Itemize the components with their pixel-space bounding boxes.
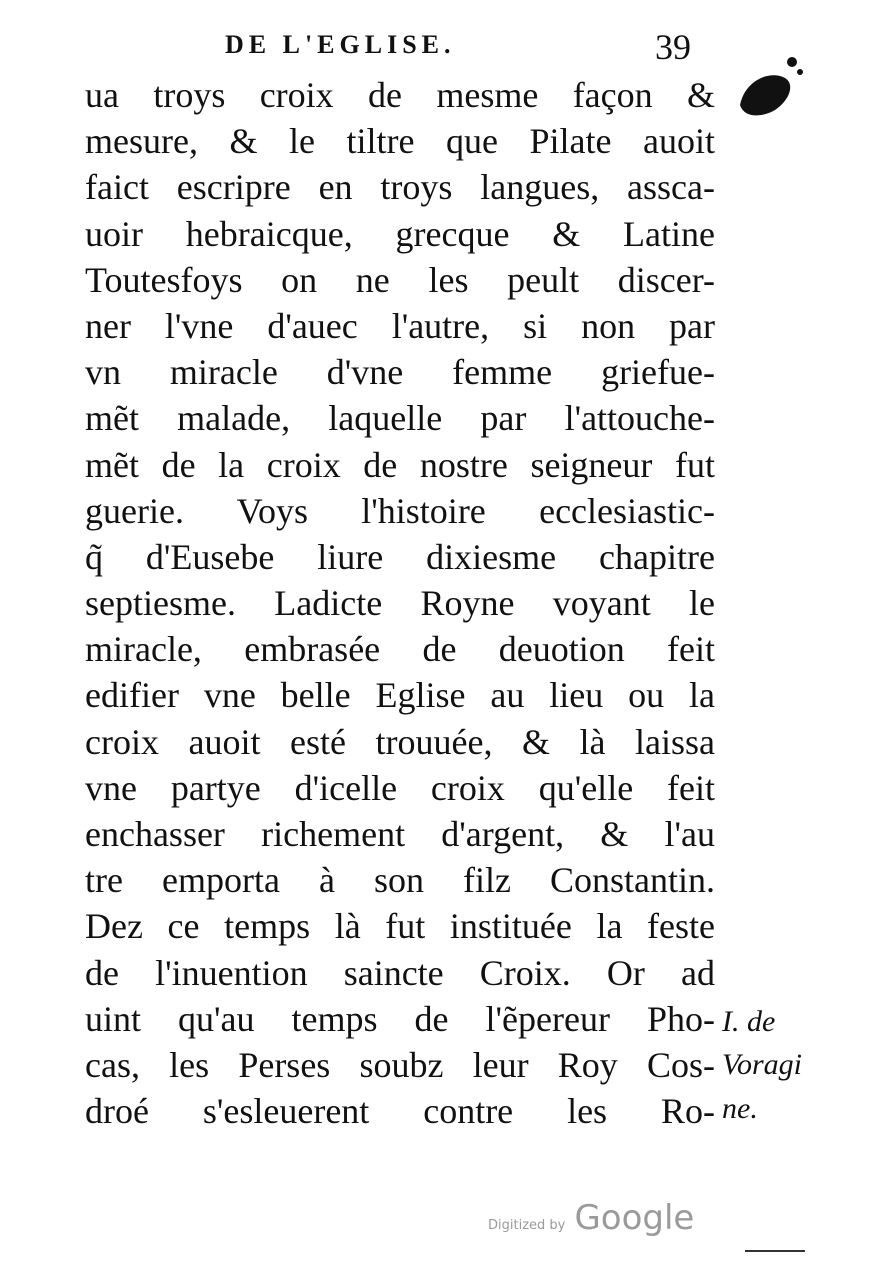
text-line: Dez ce temps là fut instituée la feste [85, 906, 715, 947]
text-line: vn miracle d'vne femme griefue- [85, 352, 715, 393]
margin-note-line-2: Voragi [722, 1048, 803, 1081]
margin-note-line-3: ne. [722, 1092, 758, 1125]
text-line: q̃ d'Eusebe liure dixiesme chapitre [85, 536, 715, 577]
text-line: uoir hebraicque, grecque & Latine [85, 213, 715, 254]
text-line: guerie. Voys l'histoire ecclesiastic- [85, 490, 715, 531]
text-line: faict escripre en troys langues, assca- [85, 167, 715, 208]
text-line: mẽt malade, laquelle par l'attouche- [85, 398, 715, 439]
margin-note-line-1: I. de [722, 1005, 776, 1038]
text-line: uint qu'au temps de l'ẽpereur Pho- [85, 998, 715, 1039]
running-title: DE L'EGLISE. [225, 30, 456, 59]
text-line: cas, les Perses soubz leur Roy Cos- [85, 1044, 715, 1085]
watermark-prefix: Digitized by [488, 1218, 566, 1233]
text-line: ua troys croix de mesme façon & [85, 75, 715, 115]
text-line: mẽt de la croix de nostre seigneur fut [85, 444, 715, 485]
text-line: tre emporta à son filz Constantin. [85, 860, 715, 901]
text-line: croix auoit esté trouuée, & là laissa [85, 721, 715, 762]
text-line: de l'inuention saincte Croix. Or ad [85, 952, 715, 993]
text-line: miracle, embrasée de deuotion feit [85, 629, 715, 670]
text-line: Toutesfoys on ne les peult discer- [85, 259, 715, 300]
text-line: vne partye d'icelle croix qu'elle feit [85, 767, 715, 808]
text-line: mesure, & le tiltre que Pilate auoit [85, 121, 715, 162]
text-line: edifier vne belle Eglise au lieu ou la [85, 675, 715, 716]
body-text [85, 72, 715, 1134]
google-watermark [488, 1198, 694, 1238]
ink-blot-mark [730, 50, 810, 130]
bottom-rule [745, 1250, 805, 1252]
page-number: 39 [655, 27, 691, 67]
text-line: droé s'esleuerent contre les Ro- [85, 1091, 715, 1132]
text-line: enchasser richement d'argent, & l'au [85, 814, 715, 854]
text-line: septiesme. Ladicte Royne voyant le [85, 583, 715, 624]
text-line: ner l'vne d'auec l'autre, si non par [85, 305, 715, 346]
watermark-brand: Google [574, 1198, 695, 1238]
